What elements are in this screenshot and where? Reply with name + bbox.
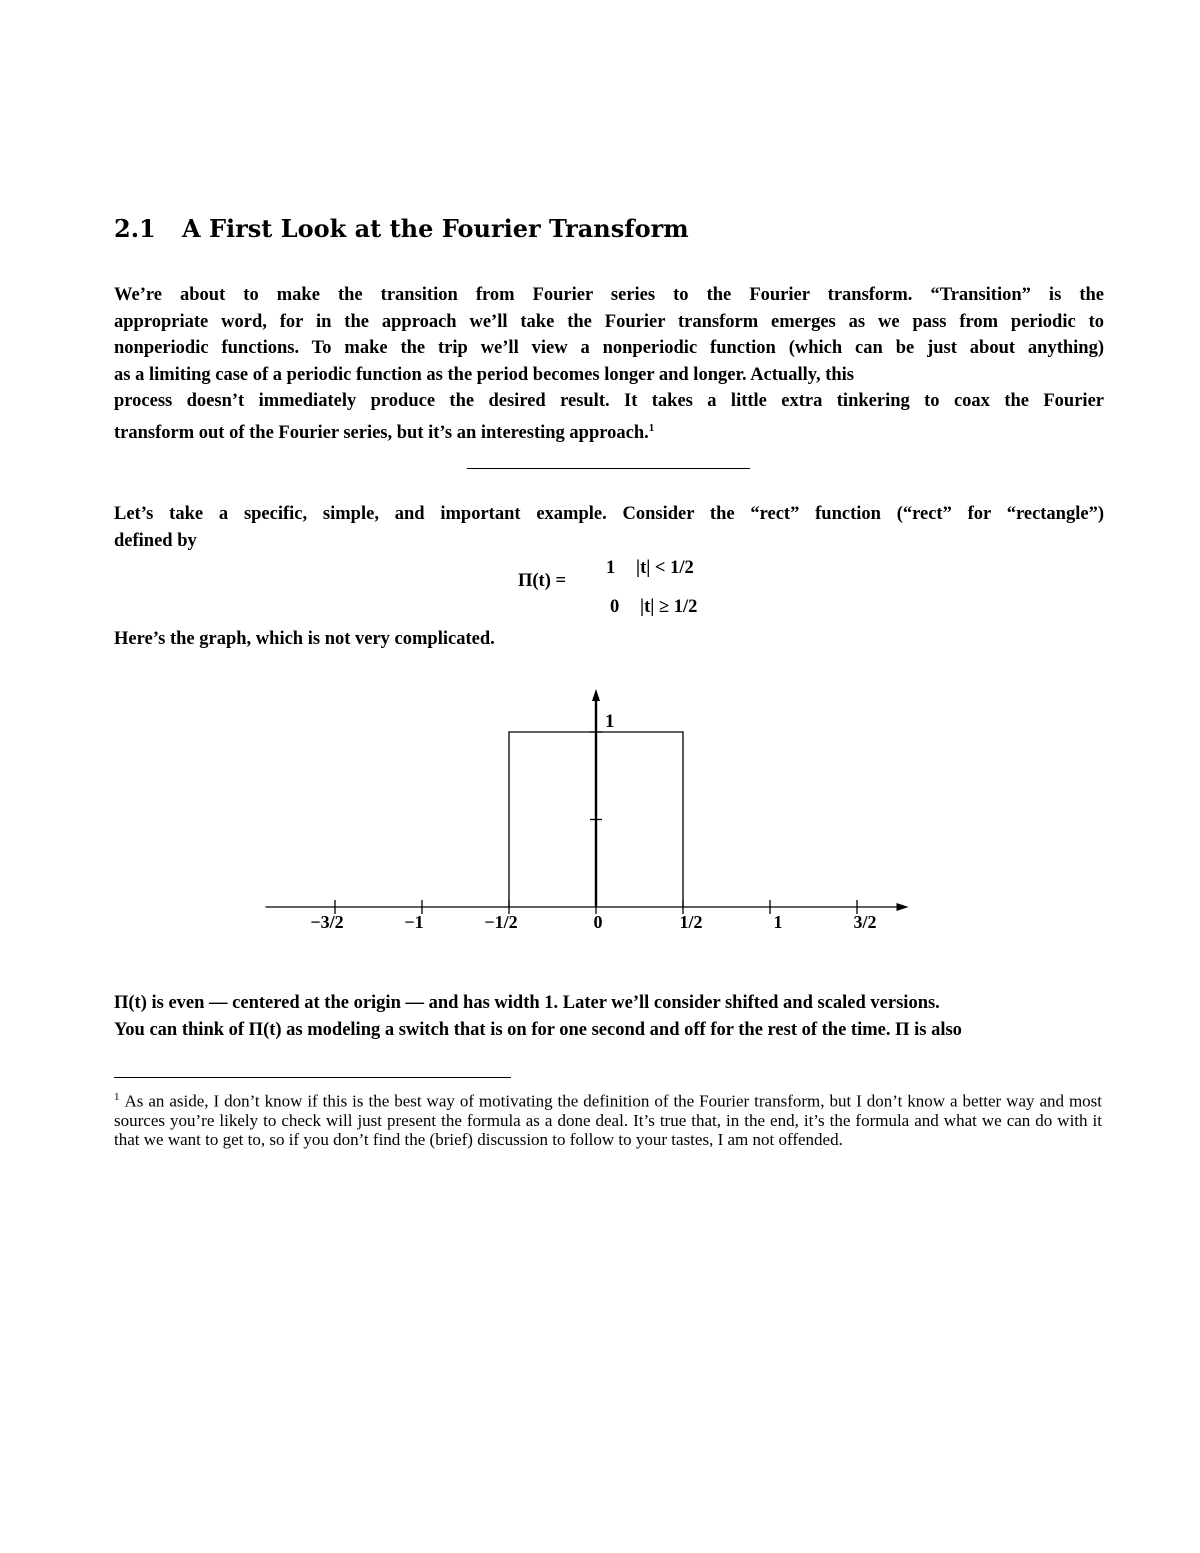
graph-caption-text: Here’s the graph, which is not very complicated. — [114, 629, 495, 649]
after-graph-line: You can think of Π(t) as modeling a switch that is on for one second and off for the rest of the time. Π is also — [114, 1019, 962, 1040]
footnote-reference[interactable]: 1 — [648, 421, 655, 434]
footnote-mark: 1 — [114, 1091, 120, 1103]
footnote-rule — [114, 1077, 511, 1078]
footnote — [114, 1088, 1102, 1149]
y-axis-arrow — [592, 689, 600, 701]
after-graph-paragraph — [114, 990, 1104, 1043]
x-tick-label: 1 — [773, 912, 783, 932]
footnote-text: As an aside, I don’t know if this is the best way of motivating the definition of the Fourier transform, but I don’t know a better way and most sources you’re likely to check will just present the formula as a done deal. It’s true that, in the end, it’s the formula and what we can do with it that we want to get to, so if you don’t find the (brief) discussion to follow to your tastes, I am not offended. — [114, 1091, 1103, 1149]
intro-line: as a limiting case of a periodic function as the period becomes longer and longer. Actually, this — [114, 364, 855, 385]
definition-lhs: Π(t) = — [518, 571, 567, 591]
intro-line: nonperiodic functions. To make the trip we’ll view a nonperiodic function (which can be just about anything) — [114, 338, 1104, 358]
x-tick-label: −3/2 — [310, 912, 344, 932]
definition-case2-condition: |t| ≥ 1/2 — [640, 597, 698, 617]
definition-case1-condition: |t| < 1/2 — [636, 558, 694, 578]
intro-line: process doesn’t immediately produce the desired result. It takes a little extra tinkering to coax the Fourier — [114, 391, 1104, 411]
y-tick-label: 1 — [605, 711, 615, 732]
intro-line: appropriate word, for in the approach we’ll take the Fourier transform emerges as we pass from periodic to — [114, 311, 1104, 332]
x-tick-label: 3/2 — [853, 912, 877, 932]
after-graph-line: Π(t) is even — centered at the origin — and has width 1. Later we’ll consider shifted and scaled versions. — [114, 993, 940, 1013]
rect-intro-line: defined by — [114, 530, 197, 551]
section-title: A First Look at the Fourier Transform — [182, 214, 689, 243]
intro-line: transform out of the Fourier series, but it’s an interesting approach. — [114, 422, 649, 443]
definition-case2-value: 0 — [610, 597, 620, 617]
rect-intro-line: Let’s take a specific, simple, and important example. Consider the “rect” function (“rect” for “rectangle”) — [114, 504, 1104, 524]
intro-line: We’re about to make the transition from Fourier series to the Fourier transform. “Transition” is the — [114, 285, 1104, 305]
section-number: 2.1 — [114, 214, 156, 243]
x-tick-label: −1 — [404, 912, 424, 932]
x-tick-label: 1/2 — [679, 912, 703, 932]
definition-case1-value: 1 — [606, 558, 616, 578]
x-tick-label: 0 — [593, 912, 603, 932]
x-axis-arrow — [897, 903, 909, 911]
x-tick-label: −1/2 — [484, 912, 518, 932]
